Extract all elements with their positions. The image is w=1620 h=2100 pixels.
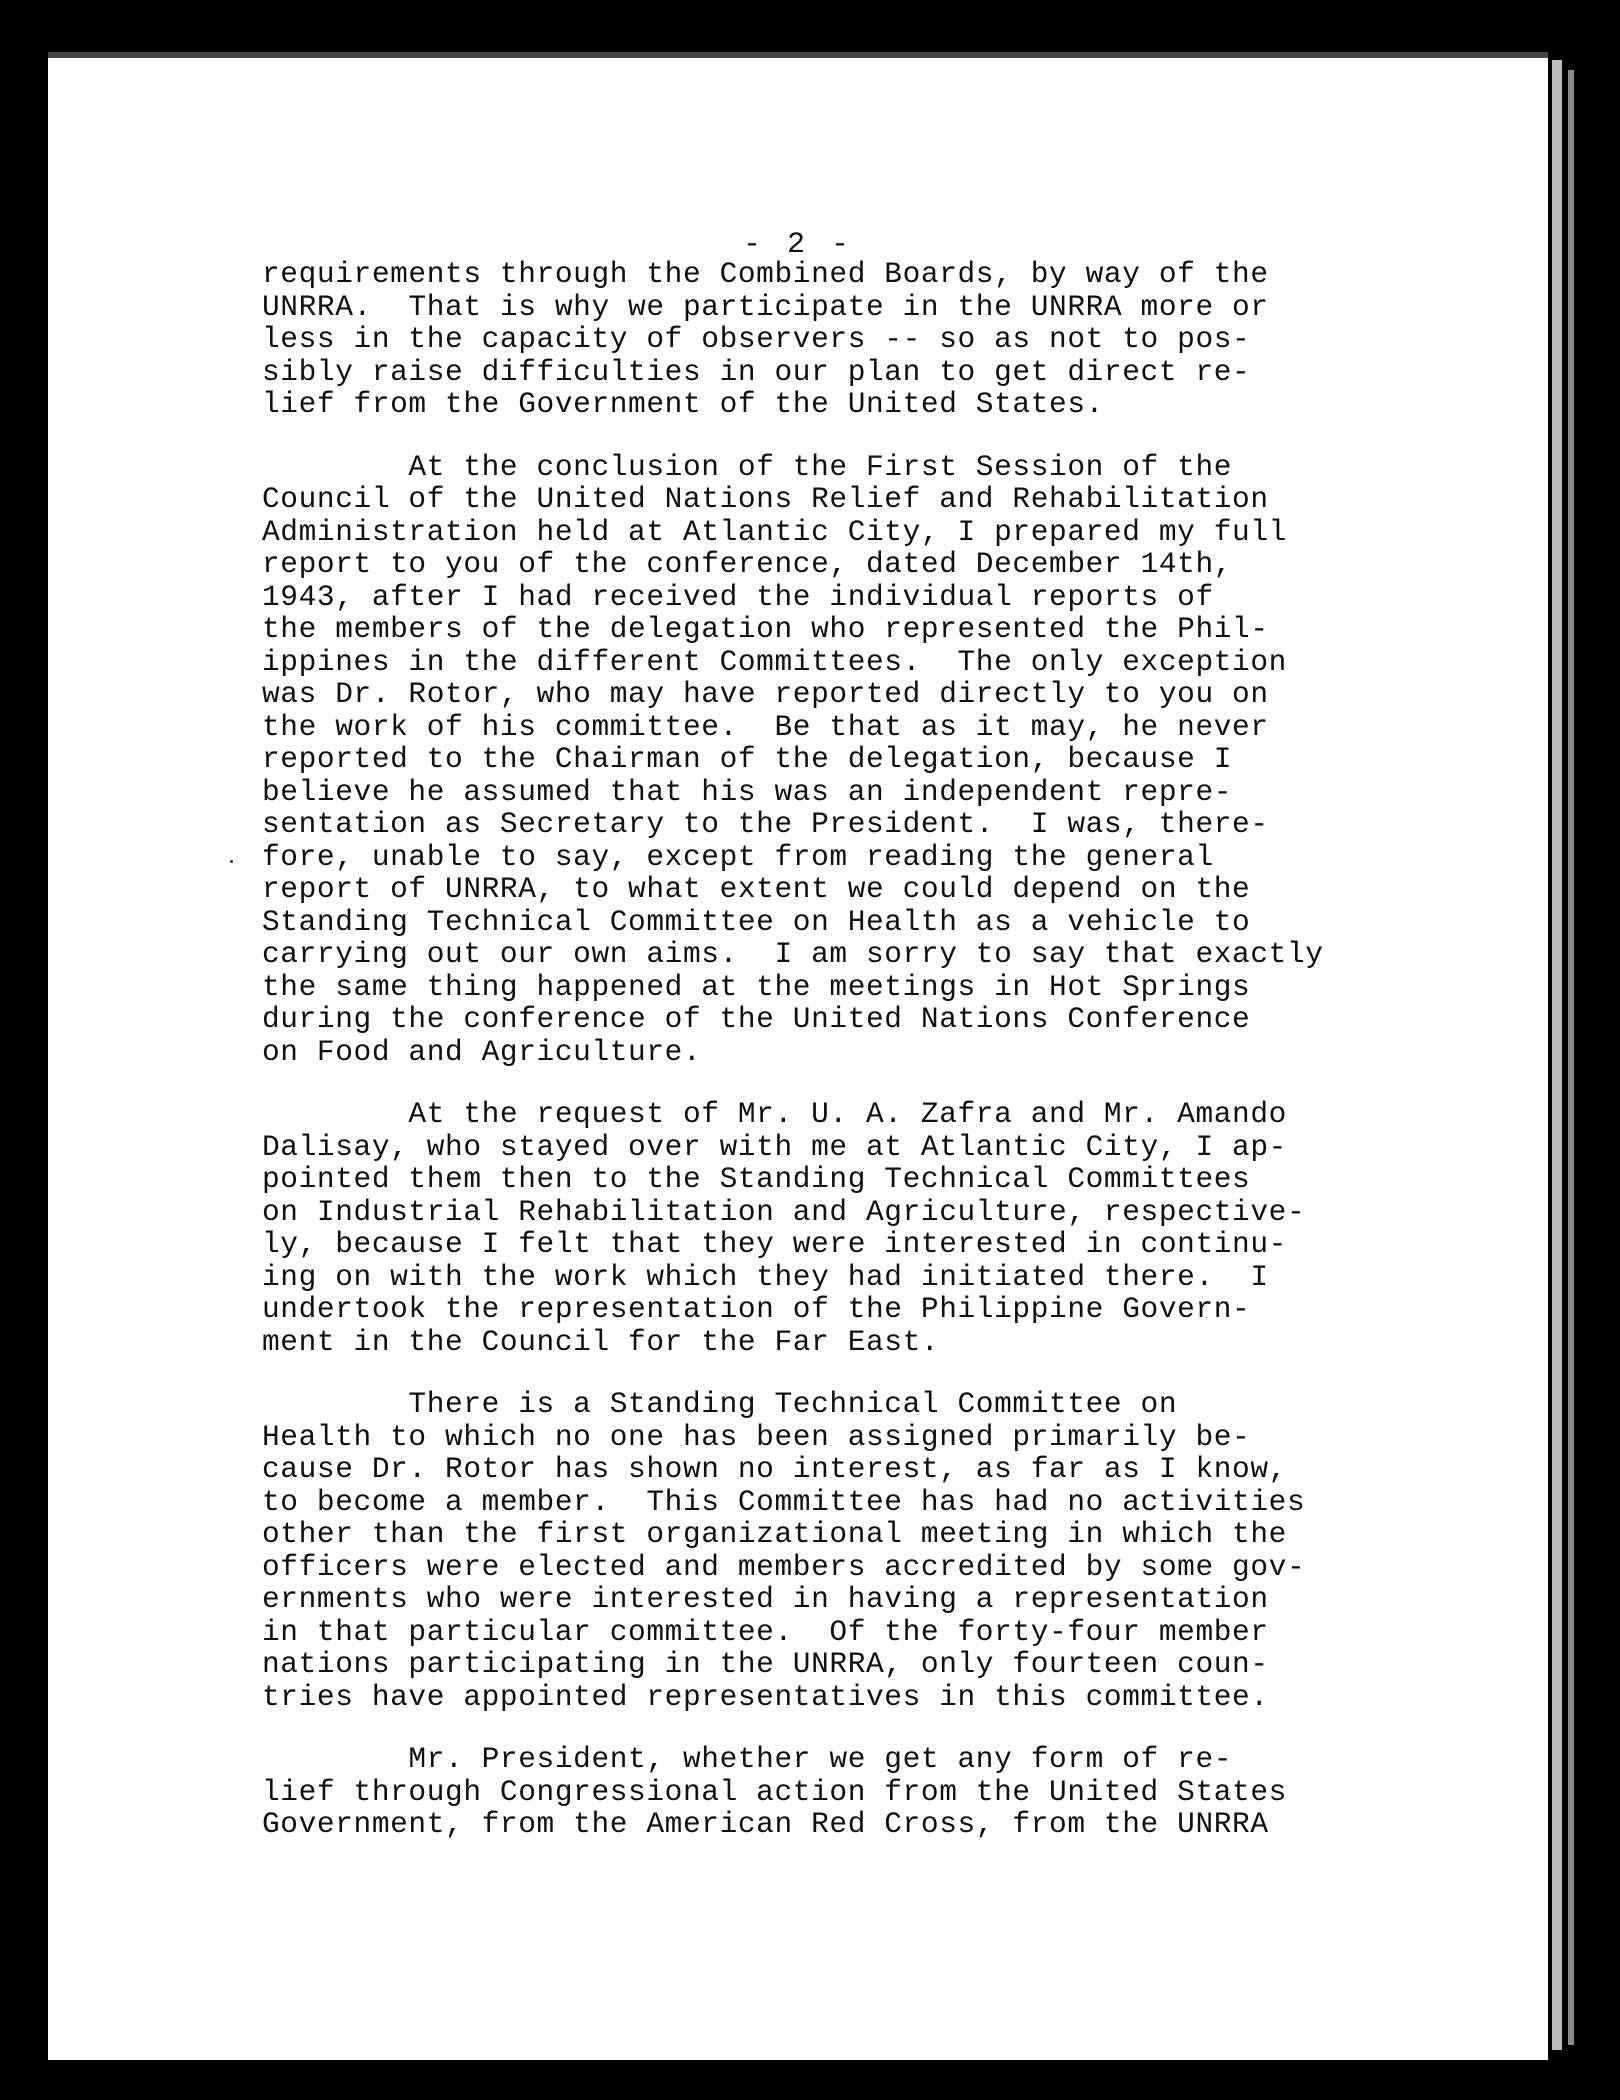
- text-line: on Food and Agriculture.: [262, 1034, 702, 1069]
- text-line: Dalisay, who stayed over with me at Atlantic City, I ap-: [262, 1129, 1287, 1164]
- text-line: nations participating in the UNRRA, only fourteen coun-: [262, 1647, 1269, 1681]
- text-line: less in the capacity of observers -- so as not to pos-: [262, 322, 1251, 356]
- text-line: cause Dr. Rotor has shown no interest, as far as I know,: [262, 1452, 1287, 1486]
- text-line: tries have appointed representatives in this committee.: [262, 1679, 1269, 1714]
- text-line: was Dr. Rotor, who may have reported directly to you on: [262, 677, 1269, 711]
- page-number: - 2 -: [742, 228, 853, 262]
- text-line: There is a Standing Technical Committee on: [262, 1387, 1178, 1421]
- text-line: Council of the United Nations Relief and Rehabilitation: [262, 482, 1269, 516]
- text-line: report of UNRRA, to what extent we could depend on the: [262, 872, 1251, 906]
- text-line: At the request of Mr. U. A. Zafra and Mr. Amando: [262, 1097, 1287, 1131]
- text-line: in that particular committee. Of the forty-four member: [262, 1614, 1269, 1649]
- paragraph: [262, 258, 1402, 421]
- text-line: the members of the delegation who represented the Phil-: [262, 612, 1269, 646]
- text-line: UNRRA. That is why we participate in the UNRRA more or: [262, 289, 1269, 324]
- text-line: officers were elected and members accredited by some gov-: [262, 1549, 1306, 1584]
- text-line: reported to the Chairman of the delegation, because I: [262, 742, 1233, 776]
- text-line: Health to which no one has been assigned primarily be-: [262, 1419, 1251, 1454]
- text-line: ippines in the different Committees. The only exception: [262, 644, 1287, 679]
- text-line: 1943, after I had received the individual reports of: [262, 579, 1214, 614]
- text-line: Administration held at Atlantic City, I prepared my full: [262, 514, 1287, 549]
- text-line: ment in the Council for the Far East.: [262, 1324, 940, 1359]
- stray-ink-mark: [230, 860, 233, 863]
- text-line: At the conclusion of the First Session of the: [262, 449, 1233, 484]
- text-line: undertook the representation of the Philippine Govern-: [262, 1292, 1251, 1326]
- text-line: ing on with the work which they had initiated there. I: [262, 1259, 1269, 1294]
- text-line: believe he assumed that his was an independent repre-: [262, 774, 1233, 809]
- page-stack-edge-shadow: [1568, 70, 1574, 2045]
- text-line: other than the first organizational meeting in which the: [262, 1517, 1287, 1551]
- text-line: carrying out our own aims. I am sorry to say that exactly: [262, 937, 1324, 971]
- text-line: the work of his committee. Be that as it may, he never: [262, 709, 1269, 744]
- text-line: ernments who were interested in having a representation: [262, 1582, 1269, 1616]
- text-line: the same thing happened at the meetings in Hot Springs: [262, 969, 1251, 1004]
- paragraph: [262, 1743, 1402, 1841]
- paragraph: [262, 451, 1402, 1069]
- text-line: Standing Technical Committee on Health as a vehicle to: [262, 904, 1251, 939]
- text-line: sibly raise difficulties in our plan to get direct re-: [262, 354, 1251, 389]
- page-stack-edge: [1552, 60, 1562, 2050]
- text-line: Government, from the American Red Cross, from the UNRRA: [262, 1807, 1269, 1841]
- letter-body: [262, 258, 1402, 1871]
- text-line: on Industrial Rehabilitation and Agriculture, respective-: [262, 1194, 1306, 1229]
- text-line: during the conference of the United Nations Conference: [262, 1002, 1251, 1036]
- paragraph: [262, 1388, 1402, 1713]
- text-line: lief from the Government of the United States.: [262, 387, 1104, 421]
- text-line: lief through Congressional action from the United States: [262, 1774, 1287, 1809]
- text-line: report to you of the conference, dated December 14th,: [262, 547, 1233, 581]
- text-line: sentation as Secretary to the President. I was, there-: [262, 807, 1269, 841]
- text-line: ly, because I felt that they were interested in continu-: [262, 1227, 1287, 1261]
- paragraph: [262, 1098, 1402, 1358]
- text-line: requirements through the Combined Boards, by way of the: [262, 257, 1269, 291]
- text-line: Mr. President, whether we get any form of re-: [262, 1742, 1233, 1776]
- text-line: to become a member. This Committee has had no activities: [262, 1484, 1306, 1519]
- text-line: pointed them then to the Standing Technical Committees: [262, 1162, 1251, 1196]
- text-line: fore, unable to say, except from reading the general: [262, 839, 1214, 874]
